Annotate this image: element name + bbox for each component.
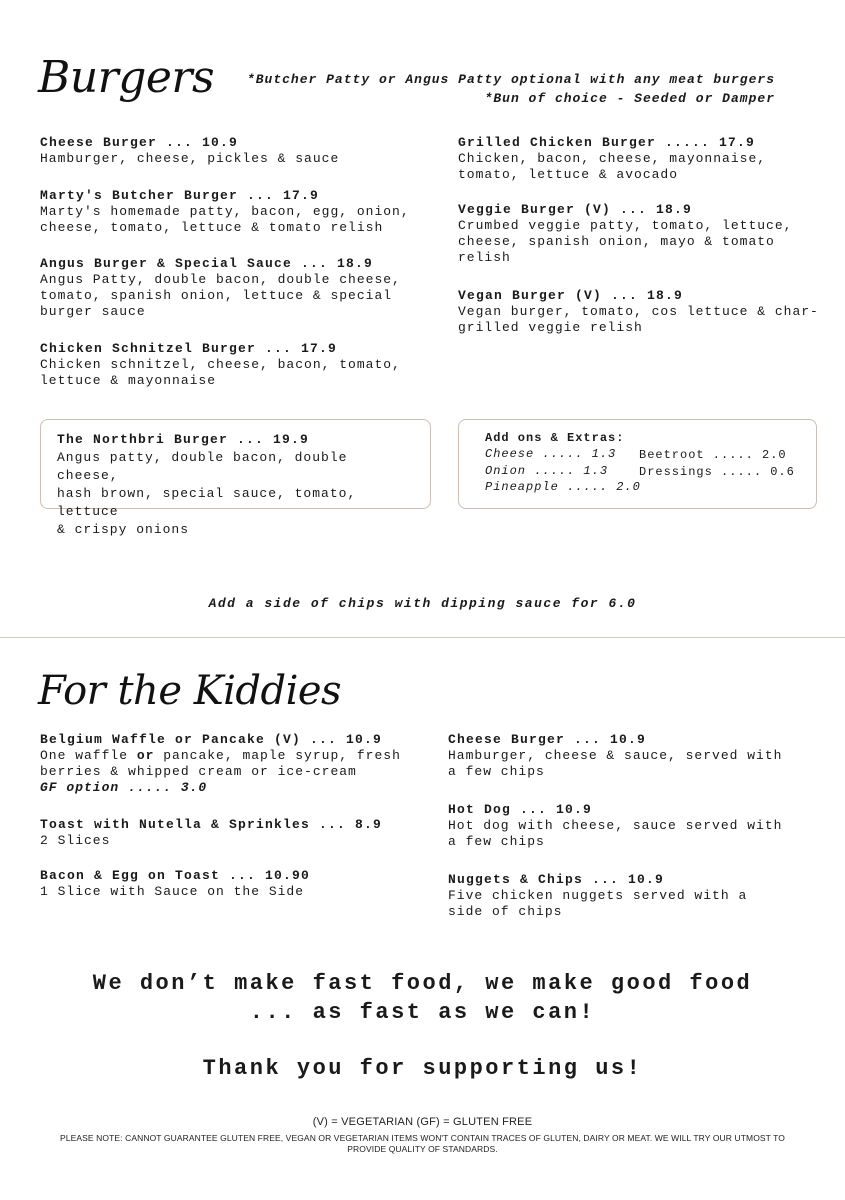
item-title: Hot Dog ... 10.9 <box>448 802 593 817</box>
item-desc: Five chicken nuggets served with a side of chips <box>448 888 748 919</box>
item-title: Cheese Burger ... 10.9 <box>40 135 239 150</box>
burger-note-bun: *Bun of choice - Seeded or Damper <box>484 91 775 106</box>
burgers-heading: Burgers <box>38 52 215 103</box>
addon-cheese: Cheese ..... 1.3 <box>485 447 617 461</box>
northbri-burger-box <box>40 419 431 537</box>
item-title: Angus Burger & Special Sauce ... 18.9 <box>40 256 374 271</box>
desc-part: One waffle <box>40 748 137 763</box>
menu-item-vegan-burger <box>458 287 838 336</box>
gf-option: GF option ..... 3.0 <box>40 780 208 795</box>
item-title: Nuggets & Chips ... 10.9 <box>448 872 665 887</box>
dietary-legend: (V) = VEGETARIAN (GF) = GLUTEN FREE <box>312 1116 533 1128</box>
item-title: Bacon & Egg on Toast ... 10.90 <box>40 868 311 883</box>
addon-onion: Onion ..... 1.3 <box>485 464 609 478</box>
addons-list <box>485 446 795 500</box>
menu-item-belgium-waffle <box>40 731 440 796</box>
addon-dressings: Dressings ..... 0.6 <box>639 465 795 479</box>
item-title: Vegan Burger (V) ... 18.9 <box>458 288 684 303</box>
item-desc: Crumbed veggie patty, tomato, lettuce, cheese, spanish onion, mayo & tomato relish <box>458 218 793 265</box>
item-title: Grilled Chicken Burger ..... 17.9 <box>458 135 756 150</box>
item-desc: Hamburger, cheese, pickles & sauce <box>40 151 340 166</box>
menu-item-cheese-burger <box>40 134 420 167</box>
menu-item-angus-burger <box>40 255 420 320</box>
desc-part: pancake, maple syrup, fresh berries & whipped cream or ice-cream <box>40 748 401 779</box>
allergen-disclaimer: PLEASE NOTE: CANNOT GUARANTEE GLUTEN FREE, VEGAN OR VEGETARIAN ITEMS WON'T CONTAIN TRACES OF GLUTEN, DAIRY OR MEAT. WE WILL TRY OUR UTMOST TO PROVIDE QUALITY OF STANDARDS. <box>60 1133 785 1154</box>
menu-item-kids-cheese-burger <box>448 731 828 780</box>
item-desc: Chicken, bacon, cheese, mayonnaise, tomato, lettuce & avocado <box>458 151 767 182</box>
menu-item-bacon-egg-toast <box>40 867 440 900</box>
item-title: Toast with Nutella & Sprinkles ... 8.9 <box>40 817 383 832</box>
item-desc: Hamburger, cheese & sauce, served with a few chips <box>448 748 783 779</box>
kids-heading: For the Kiddies <box>38 668 342 714</box>
menu-item-chicken-schnitzel-burger <box>40 340 420 389</box>
tagline-line-1: We don’t make fast food, we make good food <box>92 971 753 996</box>
item-desc: 1 Slice with Sauce on the Side <box>40 884 305 899</box>
desc-or: or <box>136 748 155 763</box>
addon-pineapple: Pineapple ..... 2.0 <box>485 480 641 494</box>
menu-item-veggie-burger <box>458 201 838 266</box>
item-desc: Hot dog with cheese, sauce served with a few chips <box>448 818 783 849</box>
item-desc: Vegan burger, tomato, cos lettuce & char- grilled veggie relish <box>458 304 819 335</box>
thank-you-message: Thank you for supporting us! <box>202 1056 643 1081</box>
menu-item-martys-butcher-burger <box>40 187 420 236</box>
addon-beetroot: Beetroot ..... 2.0 <box>639 448 787 462</box>
addons-title: Add ons & Extras: <box>485 431 625 445</box>
item-desc: 2 Slices <box>40 833 111 848</box>
menu-item-nuggets-chips <box>448 871 828 920</box>
item-desc: Angus Patty, double bacon, double cheese, tomato, spanish onion, lettuce & special burger sauce <box>40 272 401 319</box>
item-title: Chicken Schnitzel Burger ... 17.9 <box>40 341 338 356</box>
burger-note-patty: *Butcher Patty or Angus Patty optional with any meat burgers <box>246 72 775 87</box>
item-desc <box>40 748 440 780</box>
addons-box <box>458 419 817 509</box>
item-title: Marty's Butcher Burger ... 17.9 <box>40 188 320 203</box>
tagline <box>0 969 845 1027</box>
item-title: Belgium Waffle or Pancake (V) ... 10.9 <box>40 732 383 747</box>
side-of-chips-note: Add a side of chips with dipping sauce for 6.0 <box>208 596 637 611</box>
tagline-line-2: ... as fast as we can! <box>249 1000 596 1025</box>
menu-item-hot-dog <box>448 801 828 850</box>
item-title: Veggie Burger (V) ... 18.9 <box>458 202 693 217</box>
item-desc: Chicken schnitzel, cheese, bacon, tomato, lettuce & mayonnaise <box>40 357 401 388</box>
section-divider <box>0 637 845 638</box>
menu-item-toast-nutella <box>40 816 440 849</box>
item-title: The Northbri Burger ... 19.9 <box>57 432 310 447</box>
item-desc: Angus patty, double bacon, double cheese, hash brown, special sauce, tomato, lettuce & crispy onions <box>57 450 357 537</box>
item-title: Cheese Burger ... 10.9 <box>448 732 647 747</box>
burger-notes <box>247 70 775 108</box>
menu-item-grilled-chicken-burger <box>458 134 838 183</box>
item-desc: Marty's homemade patty, bacon, egg, onion, cheese, tomato, lettuce & tomato relish <box>40 204 410 235</box>
